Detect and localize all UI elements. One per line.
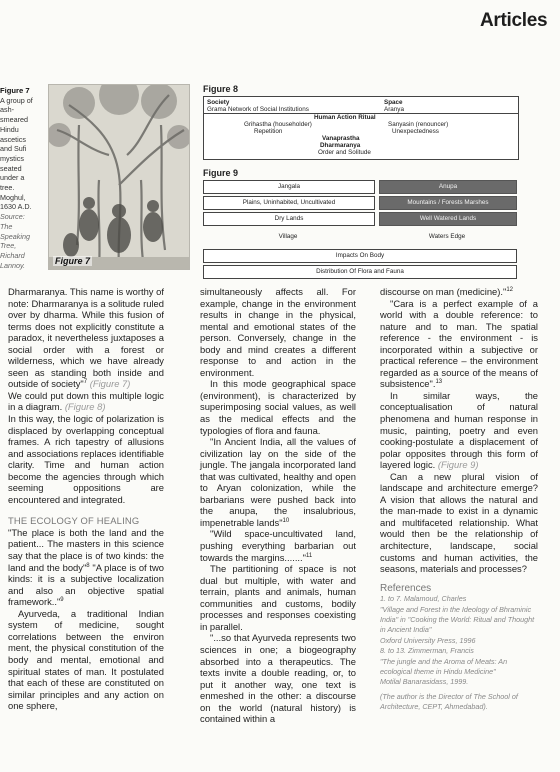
text-column-2 xyxy=(200,286,356,725)
text-column-1 xyxy=(8,286,164,712)
figure8-dharmaranya: Dharmaranya xyxy=(320,142,361,149)
figure7-caption xyxy=(0,86,46,270)
figure9-row xyxy=(203,231,519,245)
figure8-diagram xyxy=(203,96,519,160)
figure7-title: Figure 7 xyxy=(0,86,30,95)
figure7-caption-line: and Sufi xyxy=(0,144,27,154)
figure7-photo-label: Figure 7 xyxy=(55,256,91,266)
text: discourse on man (medicine)." xyxy=(380,286,507,297)
figure8-grihastha: Grihastha (householder) xyxy=(244,121,312,128)
reference-line: 1. to 7. Malamoud, Charles xyxy=(380,594,467,604)
reference-line: "Village and Forest in the Ideology of Bhraminic India" in "Cooking the World: Ritual and Thought in Ancient India" xyxy=(380,604,535,635)
paragraph: The partitioning of space is not dual but multiple, with water and terrain, plants and animals, human communities and customs, bodily processes and responses coexisting in parallel. xyxy=(200,563,356,632)
paragraph xyxy=(380,298,538,390)
footnote-marker: 8 xyxy=(86,562,90,569)
paragraph: simultaneously affects all. For example, change in the environment results in change in the physical, mental and emotional states of the person. Conversely, change in the body and mind creates a different response to and action in the environment. xyxy=(200,286,356,378)
figure9-plains: Plains, Uninhabited, Uncultivated xyxy=(203,196,375,210)
figure9-row xyxy=(203,196,519,210)
figure-reference: (Figure 8) xyxy=(64,401,106,413)
references-list xyxy=(380,594,538,712)
figure9-wellwatered: Well Watered Lands xyxy=(379,212,517,226)
figure8 xyxy=(203,84,519,160)
figure8-sanyasin: Sanyasin (renouncer) xyxy=(388,121,449,128)
figure9-row xyxy=(203,265,519,279)
figure8-vanaprastha: Vanaprastha xyxy=(322,135,360,142)
references-heading: References xyxy=(380,582,432,594)
figure7-caption-line: ascetics xyxy=(0,134,26,144)
figure7-caption-line: tree. xyxy=(0,183,15,193)
figure9-impacts: Impacts On Body xyxy=(203,249,517,263)
figure7-source-line: Speaking xyxy=(0,231,30,241)
figure7-caption-line: 1630 A.D. xyxy=(0,202,32,212)
paragraph: Can a new plural vision of landscape and architecture emerge? A vision that allows the natural and the man-made to exist in a dynamic and multifaceted relationship. What would then be the relationship of architecture, landscape, social customs and human activities, the seasons, materials and processes? xyxy=(380,470,538,575)
footnote-marker: 7 xyxy=(83,379,88,386)
text-column-3 xyxy=(380,286,538,713)
paragraph xyxy=(200,436,356,528)
text: "Cara is a perfect example of a world with a double reference: to nature and to man. The spatial reference - the environment - is incorporated within a subjective or practical reference – the environment regarded as a source of the means of subsistence". xyxy=(380,297,538,390)
reference-line: Motilal Banarasidass, 1999. xyxy=(380,677,469,687)
paragraph: In this way, the logic of polarization is displaced by overlapping conceptual frames. A rich tapestry of allusions and associations replaces identifiable clarity. Time and human action become the agencies through which seeming oppositions are encountered and integrated. xyxy=(8,413,164,505)
figure-reference: (Figure 9) xyxy=(437,459,479,471)
figure7-caption-line: under a xyxy=(0,173,25,183)
footnote-marker: 12 xyxy=(506,286,513,293)
figure8-space: Space xyxy=(384,99,403,106)
figure7-source-line: Tree, xyxy=(0,241,17,251)
figure9-title: Figure 9 xyxy=(203,168,239,178)
figure8-aranya: Aranya xyxy=(384,106,404,113)
text: We could put down this multiple logic in a diagram. xyxy=(8,389,164,413)
figure9-row xyxy=(203,212,519,226)
figure7-image xyxy=(48,84,190,270)
reference-line: 8. to 13. Zimmerman, Francis xyxy=(380,646,474,656)
figure9-mountains: Mountains / Forests Marshes xyxy=(379,196,517,210)
text: "The place is both the land and the patient... The masters in this science say that the place is of two kinds: the land and the body" xyxy=(8,526,164,573)
figure8-grama: Grama Network of Social Institutions xyxy=(207,106,309,113)
figure7-caption-line: mystics xyxy=(0,153,24,163)
figure8-repetition: Repetition xyxy=(254,128,283,135)
figure9-row xyxy=(203,249,519,263)
paragraph xyxy=(8,390,164,413)
figure7-source-line: The xyxy=(0,221,13,231)
figure7-caption-line: Moghul, xyxy=(0,192,26,202)
paragraph xyxy=(380,286,538,298)
text: "A place is of two kinds: it is a subjective localization and also an objective spatial framework.." xyxy=(8,561,164,608)
figure8-ritual: Human Action Ritual xyxy=(314,114,376,121)
figure8-society: Society xyxy=(207,99,230,106)
figure7-source-line: Source: xyxy=(0,212,25,222)
figure9-distribution: Distribution Of Flora and Fauna xyxy=(203,265,517,279)
section-header: Articles xyxy=(480,10,548,31)
figure-reference: (Figure 7) xyxy=(89,378,131,390)
figure9-waters-edge: Waters Edge xyxy=(428,233,466,240)
reference-line: "The jungle and the Aroma of Meats: An ecological theme in Hindu Medicine" xyxy=(380,656,508,677)
footnote-marker: 9 xyxy=(60,597,64,604)
text: Dharmaranya. This name is worthy of note: Dharmaranya is a solitude ruled over by dharma. While this fusion of terms does not explicitly constitute a paradox, it nevertheless juxtaposes a social order with a forest or wilderness, which we have already seen as standing both inside and outside of society" xyxy=(8,286,164,390)
reference-line: Oxford University Press, 1996 xyxy=(380,635,476,645)
footnote-marker: 13 xyxy=(435,379,443,386)
paragraph xyxy=(200,528,356,563)
figure9-drylands: Dry Lands xyxy=(203,212,375,226)
figure9-village: Village xyxy=(278,233,298,240)
figure9 xyxy=(203,168,519,279)
figure7-caption-line: Hindu xyxy=(0,124,19,134)
paragraph xyxy=(8,286,164,390)
figure7-caption-line: seated xyxy=(0,163,22,173)
paragraph: Ayurveda, a traditional Indian system of medicine, sought correlations between the environ ment, the physical constitution of the body and mental, emotional and spiritual states of man. It postulated that each of these are constituted on similar principles and any action on one sphere, xyxy=(8,607,164,712)
paragraph xyxy=(8,527,164,608)
figure9-jangala: Jangala xyxy=(203,180,375,194)
footnote-marker: 10 xyxy=(282,517,290,524)
figure7-source-line: Lannoy. xyxy=(0,260,26,270)
figure9-row xyxy=(203,180,519,194)
text: "In Ancient India, all the values of civilization lay on the side of the jungle. The jangala incorporated land that was cultivated, healthy and open to Aryan colonization, while the barbarians were pushed back into the anupa, the insalubrious, impenetrable lands" xyxy=(200,436,356,528)
reference-line: (The author is the Director of The School of Architecture, CEPT, Ahmedabad). xyxy=(380,691,518,712)
figure9-anupa: Anupa xyxy=(379,180,517,194)
figure7-caption-line: A group of xyxy=(0,95,33,105)
paragraph: "...so that Ayurveda represents two sciences in one; a biogeography absorbed into a therapeutics. The texts invite a double reading, or, to put it another way, one text is enmeshed in the other: a discourse on the world (natural history) is contained within a xyxy=(200,632,356,725)
text: "Wild space-uncultivated land, pushing everything barbarian out towards the margins......." xyxy=(200,528,356,563)
figure7-caption-line: ash- xyxy=(0,105,14,115)
footnote-marker: 11 xyxy=(305,552,313,559)
figure8-unexpectedness: Unexpectedness xyxy=(392,128,439,135)
figure7-source-line: Richard xyxy=(0,250,25,260)
figure7-caption-line: smeared xyxy=(0,115,28,125)
paragraph: In this mode geographical space (environment), is characterized by superimposing social values, as well as the medical effects and the typologies of flora and fauna. xyxy=(200,378,356,436)
paragraph xyxy=(380,390,538,471)
section-subhead: THE ECOLOGY OF HEALING xyxy=(8,515,140,527)
figure8-title: Figure 8 xyxy=(203,84,239,94)
text: In similar ways, the conceptualisation of natural phenomena and human response in music, painting, poetry and even cooking-postulate a displacement of polar opposites through this form of layered logic. xyxy=(380,389,538,471)
figure8-order: Order and Solitude xyxy=(318,149,371,156)
